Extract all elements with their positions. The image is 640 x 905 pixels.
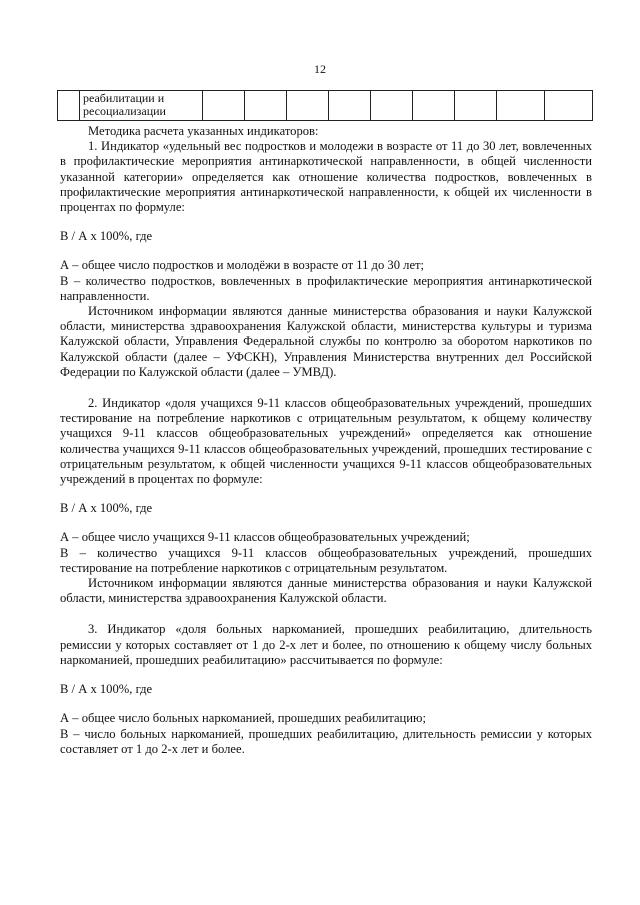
indicator-2-def-b: В – количество учащихся 9-11 классов общеобразовательных учреждений, прошедших тестирование на потребление наркотиков с отрицательным результатом. — [60, 545, 592, 575]
table-cell — [329, 91, 371, 121]
table-cell — [545, 91, 593, 121]
page-number: 12 — [314, 62, 326, 76]
indicator-3-text: 3. Индикатор «доля больных наркоманией, прошедших реабилитацию, длительность ремиссии у которых составляет от 1 до 2-х лет и более, по отношению к общему числу больных наркоманией, прошедших реабилитацию» рассчитывается по формуле: — [60, 622, 592, 667]
table-fragment — [57, 90, 593, 121]
table-cell — [497, 91, 545, 121]
table-row — [58, 91, 593, 121]
table-cell — [455, 91, 497, 121]
table-cell — [245, 91, 287, 121]
indicator-2-text: 2. Индикатор «доля учащихся 9-11 классов общеобразовательных учреждений, прошедших тестирование на потребление наркотиков с отрицательным результатом, к общему количеству учащихся 9-11 классов общеобразовательных учреждений» определяется как отношение количества учащихся 9-11 классов общеобразовательных учреждений, прошедших тестирование с отрицательным результатом, к общей численности учащихся 9-11 классов общеобразовательных учреждений в процентах по формуле: — [60, 396, 592, 487]
table-cell — [203, 91, 245, 121]
indicator-2-source: Источником информации являются данные министерства образования и науки Калужской области, министерства здравоохранения Калужской области. — [60, 576, 592, 606]
table-cell — [413, 91, 455, 121]
indicator-2-formula: В / А х 100%, где — [60, 501, 153, 516]
indicator-1-source: Источником информации являются данные министерства образования и науки Калужской области, министерства здравоохранения Калужской области, министерства культуры и туризма Калужской области, Управления Федеральной службы по контролю за оборотом наркотиков по Калужской области (далее – УФСКН), Управления Министерства внутренних дел Российской Федерации по Калужской области (далее – УМВД). — [60, 304, 592, 379]
indicator-1-text: 1. Индикатор «удельный вес подростков и молодежи в возрасте от 11 до 30 лет, вовлеченных в профилактические мероприятия антинаркотической направленности, в общей численности указанной категории» определяется как отношение количества подростков, вовлеченных в профилактические мероприятия антинаркотической направленности, к общей их численности в процентах по формуле: — [60, 139, 592, 215]
cell-text-line: ресоциализации — [83, 104, 166, 118]
cell-text-line: реабилитации и — [83, 91, 165, 105]
indicator-1-def-b: В – количество подростков, вовлеченных в профилактические мероприятия антинаркотической направленности. — [60, 273, 592, 303]
document-body — [60, 124, 592, 757]
table-cell-label — [80, 91, 203, 121]
indicator-1-formula: В / А х 100%, где — [60, 229, 153, 244]
table-cell — [371, 91, 413, 121]
table-cell — [58, 91, 80, 121]
indicator-3-def-b: В – число больных наркоманией, прошедших реабилитацию, длительность ремиссии у которых составляет от 1 до 2-х лет и более. — [60, 726, 592, 756]
indicator-1-def-a: А – общее число подростков и молодёжи в возрасте от 11 до 30 лет; — [60, 258, 425, 273]
methodology-heading: Методика расчета указанных индикаторов: — [88, 124, 319, 138]
indicator-2-def-a: А – общее число учащихся 9-11 классов общеобразовательных учреждений; — [60, 530, 470, 545]
indicator-3-def-a: А – общее число больных наркоманией, прошедших реабилитацию; — [60, 711, 426, 726]
table-cell — [287, 91, 329, 121]
indicator-3-formula: В / А х 100%, где — [60, 682, 153, 697]
